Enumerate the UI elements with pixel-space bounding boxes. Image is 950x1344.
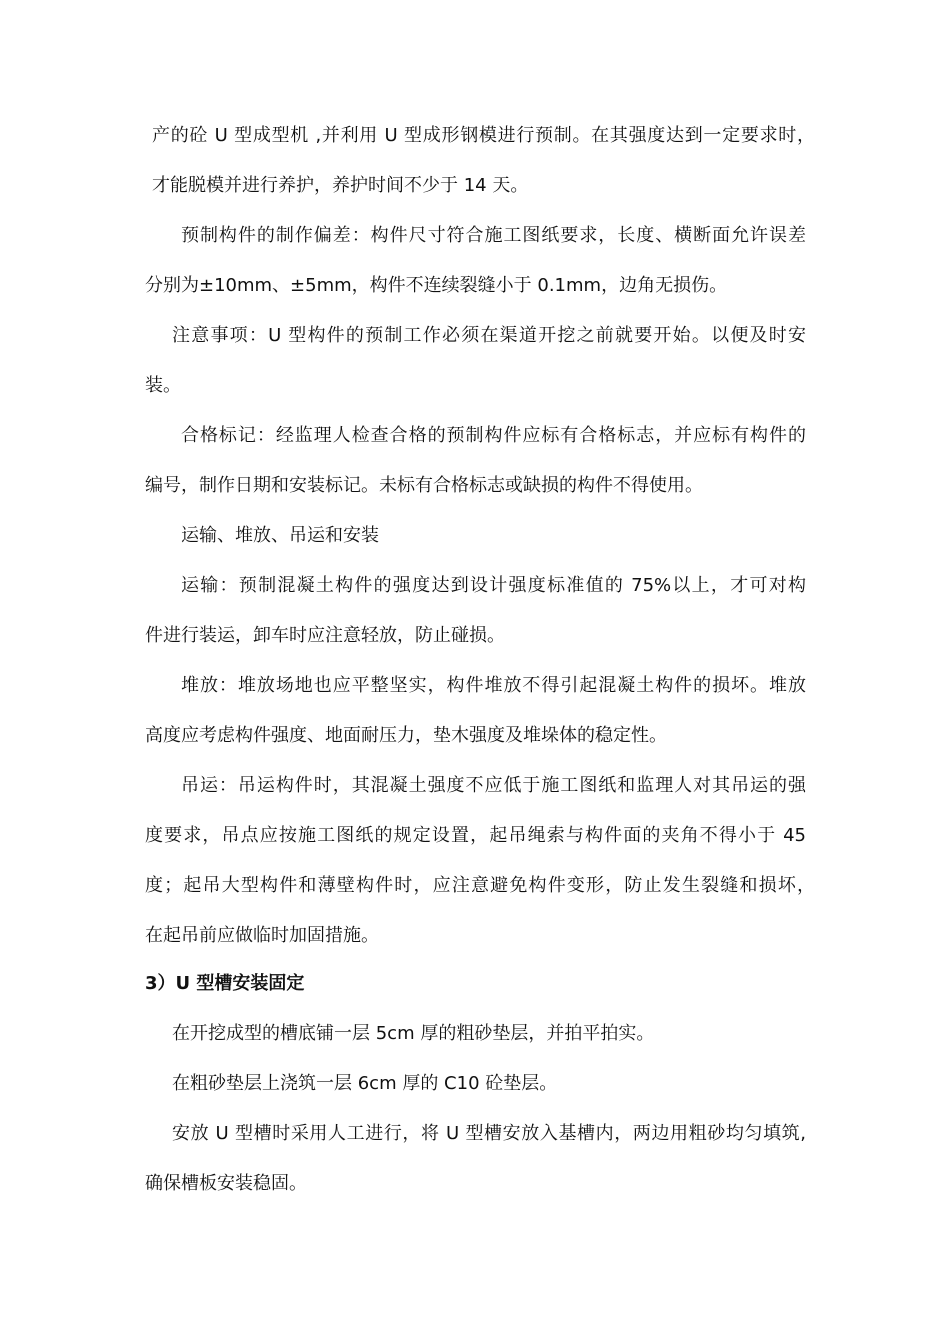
section-heading: 运输、堆放、吊运和安装 — [181, 525, 379, 546]
paragraph-line: 产的砼 U 型成型机 ,并利用 U 型成形钢模进行预制。在其强度达到一定要求时， — [152, 125, 815, 146]
paragraph-line: 堆放：堆放场地也应平整坚实，构件堆放不得引起混凝土构件的损坏。堆放 — [181, 675, 806, 696]
paragraph-line: 度要求，吊点应按施工图纸的规定设置，起吊绳索与构件面的夹角不得小于 45 — [145, 825, 806, 846]
paragraph-line: 件进行装运，卸车时应注意轻放，防止碰损。 — [145, 625, 505, 646]
paragraph-line: 分别为±10mm、±5mm，构件不连续裂缝小于 0.1mm，边角无损伤。 — [145, 275, 728, 296]
paragraph-line: 安放 U 型槽时采用人工进行，将 U 型槽安放入基槽内，两边用粗砂均匀填筑, — [172, 1123, 806, 1144]
paragraph-line: 注意事项：U 型构件的预制工作必须在渠道开挖之前就要开始。以便及时安 — [172, 325, 806, 346]
section-title: 3）U 型槽安装固定 — [145, 973, 305, 994]
paragraph-line: 运输：预制混凝土构件的强度达到设计强度标准值的 75%以上，才可对构 — [181, 575, 806, 596]
paragraph-line: 预制构件的制作偏差：构件尺寸符合施工图纸要求，长度、横断面允许误差 — [181, 225, 806, 246]
paragraph-line: 度；起吊大型构件和薄壁构件时，应注意避免构件变形，防止发生裂缝和损坏， — [145, 875, 815, 896]
paragraph-line: 才能脱模并进行养护，养护时间不少于 14 天。 — [152, 175, 529, 196]
paragraph-line: 在起吊前应做临时加固措施。 — [145, 925, 379, 946]
paragraph-line: 合格标记：经监理人检查合格的预制构件应标有合格标志，并应标有构件的 — [181, 425, 806, 446]
paragraph-line: 吊运：吊运构件时，其混凝土强度不应低于施工图纸和监理人对其吊运的强 — [181, 775, 806, 796]
paragraph-line: 编号，制作日期和安装标记。未标有合格标志或缺损的构件不得使用。 — [145, 475, 703, 496]
paragraph-line: 在粗砂垫层上浇筑一层 6cm 厚的 C10 砼垫层。 — [172, 1073, 558, 1094]
paragraph-line: 在开挖成型的槽底铺一层 5cm 厚的粗砂垫层，并拍平拍实。 — [172, 1023, 655, 1044]
paragraph-line: 高度应考虑构件强度、地面耐压力，垫木强度及堆垛体的稳定性。 — [145, 725, 667, 746]
paragraph-line: 确保槽板安装稳固。 — [145, 1173, 307, 1194]
paragraph-line: 装。 — [145, 375, 181, 396]
